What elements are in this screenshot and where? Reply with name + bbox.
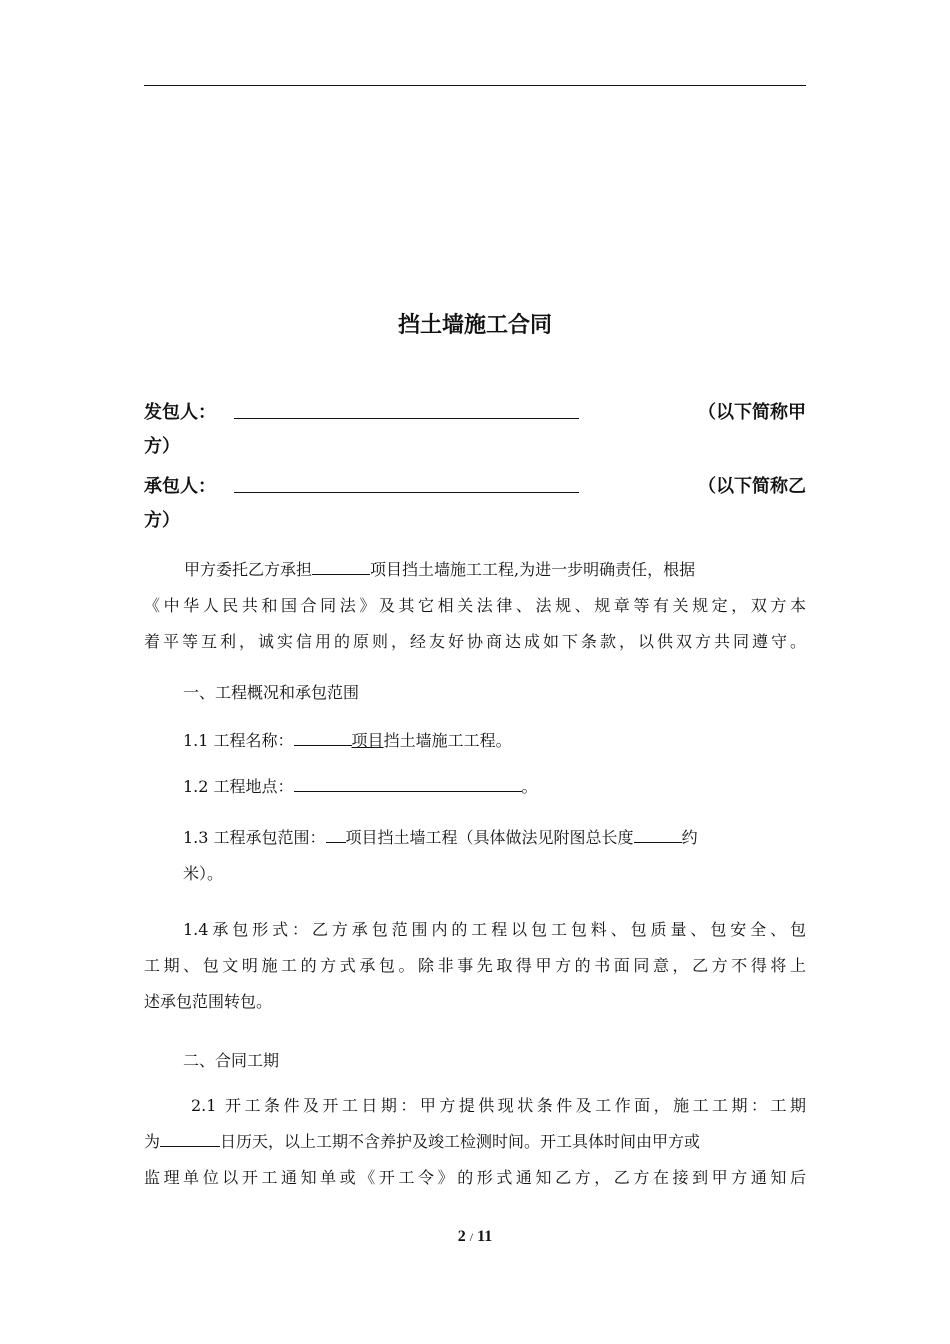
page-total: 11 <box>477 1228 493 1245</box>
client-suffix-cont: 方） <box>144 436 180 457</box>
document-title: 挡土墙施工合同 <box>397 313 552 338</box>
client-label: 发包人： <box>144 402 216 423</box>
intro-text: 《中华人民共和国合同法》及其它相关法律、法规、规章等有关规定，双方本 <box>144 596 806 615</box>
page-separator: / <box>469 1230 474 1244</box>
item-text: 述承包范围转包。 <box>144 992 273 1011</box>
page-current: 2 <box>457 1228 466 1245</box>
item-text: 为 <box>144 1132 161 1151</box>
item-text: 1.4承包形式：乙方承包范围内的工程以包工包料、包质量、包安全、包 <box>183 920 806 939</box>
scope-blank <box>326 825 346 843</box>
client-suffix: （以下简称甲 <box>698 402 806 423</box>
contractor-blank <box>234 492 579 493</box>
item-text: 项目挡土墙工程（具体做法见附图总长度 <box>345 828 634 847</box>
item-text: 米）。 <box>183 864 224 883</box>
contractor-suffix: （以下简称乙 <box>698 476 806 497</box>
item-1-3 <box>144 820 806 892</box>
location-blank <box>294 774 522 792</box>
length-blank <box>634 825 682 843</box>
project-blank <box>312 557 370 575</box>
intro-text: 项目挡土墙施工工程,为进一步明确责任，根据 <box>370 560 696 579</box>
item-text: 日历天，以上工期不含养护及竣工检测时间。开工具体时间由甲方或 <box>220 1132 701 1151</box>
item-1-1 <box>183 728 512 751</box>
section2-heading: 二、合同工期 <box>183 1051 280 1070</box>
item-1-2 <box>183 774 538 797</box>
item-text: 2.1 开工条件及开工日期：甲方提供现状条件及工作面，施工工期：工期 <box>191 1096 806 1115</box>
intro-text: 着平等互利，诚实信用的原则，经友好协商达成如下条款，以供双方共同遵守。 <box>144 632 806 651</box>
item-text: 监理单位以开工通知单或《开工令》的形式通知乙方，乙方在接到甲方通知后 <box>144 1168 806 1187</box>
contractor-label: 承包人： <box>144 476 216 497</box>
item-1-4 <box>144 912 806 1020</box>
item-text: 。 <box>521 777 538 796</box>
item-text: 挡土墙施工工程。 <box>383 731 512 750</box>
intro-text: 甲方委托乙方承担 <box>184 560 313 579</box>
item-2-1 <box>144 1088 806 1196</box>
intro-paragraph <box>144 552 806 660</box>
contractor-suffix-cont: 方） <box>144 510 180 531</box>
item-label: 1.2 工程地点： <box>183 777 294 796</box>
section1-heading: 一、工程概况和承包范围 <box>183 683 360 702</box>
item-text: 工期、包文明施工的方式承包。除非事先取得甲方的书面同意，乙方不得将上 <box>144 956 806 975</box>
item-text: 约 <box>681 828 698 847</box>
page-number <box>0 1228 950 1246</box>
item-label: 1.1 工程名称： <box>183 731 294 750</box>
name-blank <box>294 728 352 746</box>
duration-blank <box>160 1129 220 1147</box>
header-rule <box>144 85 806 86</box>
item-label: 1.3 工程承包范围： <box>183 828 326 847</box>
client-blank <box>234 418 579 419</box>
underlined-text: 项目 <box>351 731 384 750</box>
